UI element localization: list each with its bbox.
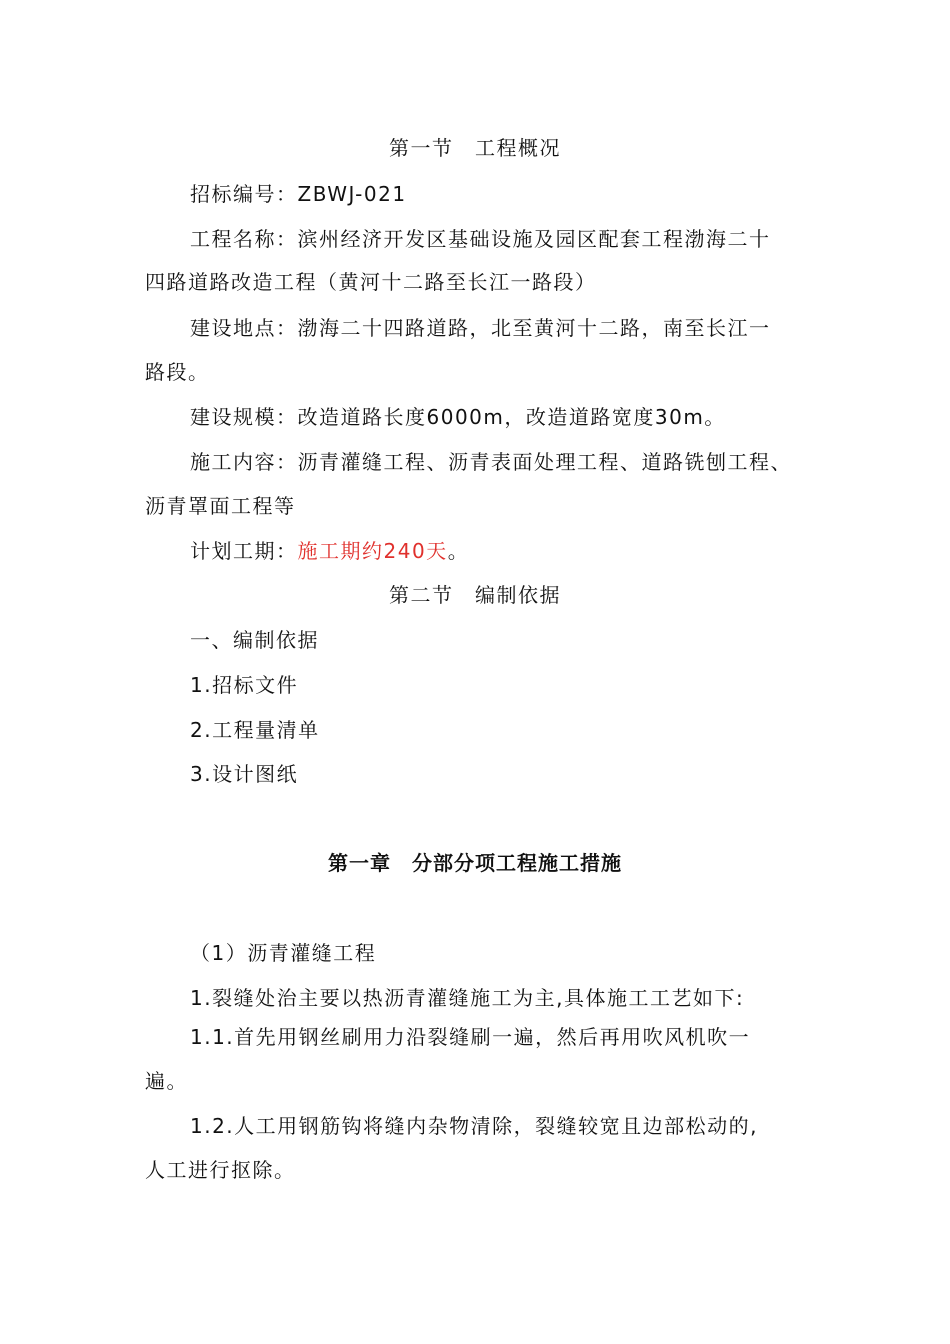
basis-item: 3.设计图纸 [190,762,299,786]
construction-scale: 建设规模：改造道路长度6000m，改造道路宽度30m。 [190,405,726,429]
project-name-line1: 工程名称：滨州经济开发区基础设施及园区配套工程渤海二十 [190,227,771,251]
item-title: （1）沥青灌缝工程 [190,941,377,965]
basis-item: 2.工程量清单 [190,718,320,742]
chapter1-title: 第一章 分部分项工程施工措施 [328,851,622,875]
planned-period-end: 。 [447,539,470,563]
basis-item: 1.招标文件 [190,673,299,697]
location-line2: 路段。 [145,360,210,384]
content-line1: 施工内容：沥青灌缝工程、沥青表面处理工程、道路铣刨工程、 [190,450,792,474]
content-line2: 沥青罩面工程等 [145,494,296,518]
paragraph-2-line2: 遍。 [145,1069,188,1093]
planned-period-value: 施工期约240天 [297,539,448,563]
project-name-line2: 四路道路改造工程（黄河十二路至长江一路段） [145,270,597,294]
paragraph-1: 1.裂缝处治主要以热沥青灌缝施工为主,具体施工工艺如下: [190,986,745,1010]
section1-title: 第一节 工程概况 [389,136,561,160]
paragraph-2-line1: 1.1.首先用钢丝刷用力沿裂缝刷一遍，然后再用吹风机吹一 [190,1025,751,1049]
planned-period [190,537,830,565]
section2-subtitle: 一、编制依据 [190,628,319,652]
planned-period-label: 计划工期： [190,539,298,563]
paragraph-3-line1: 1.2.人工用钢筋钩将缝内杂物清除，裂缝较宽且边部松动的, [190,1114,759,1138]
location-line1: 建设地点：渤海二十四路道路，北至黄河十二路，南至长江一 [190,316,771,340]
bid-number: 招标编号：ZBWJ-021 [190,182,407,206]
section2-title: 第二节 编制依据 [389,583,561,607]
paragraph-3-line2: 人工进行抠除。 [145,1158,296,1182]
